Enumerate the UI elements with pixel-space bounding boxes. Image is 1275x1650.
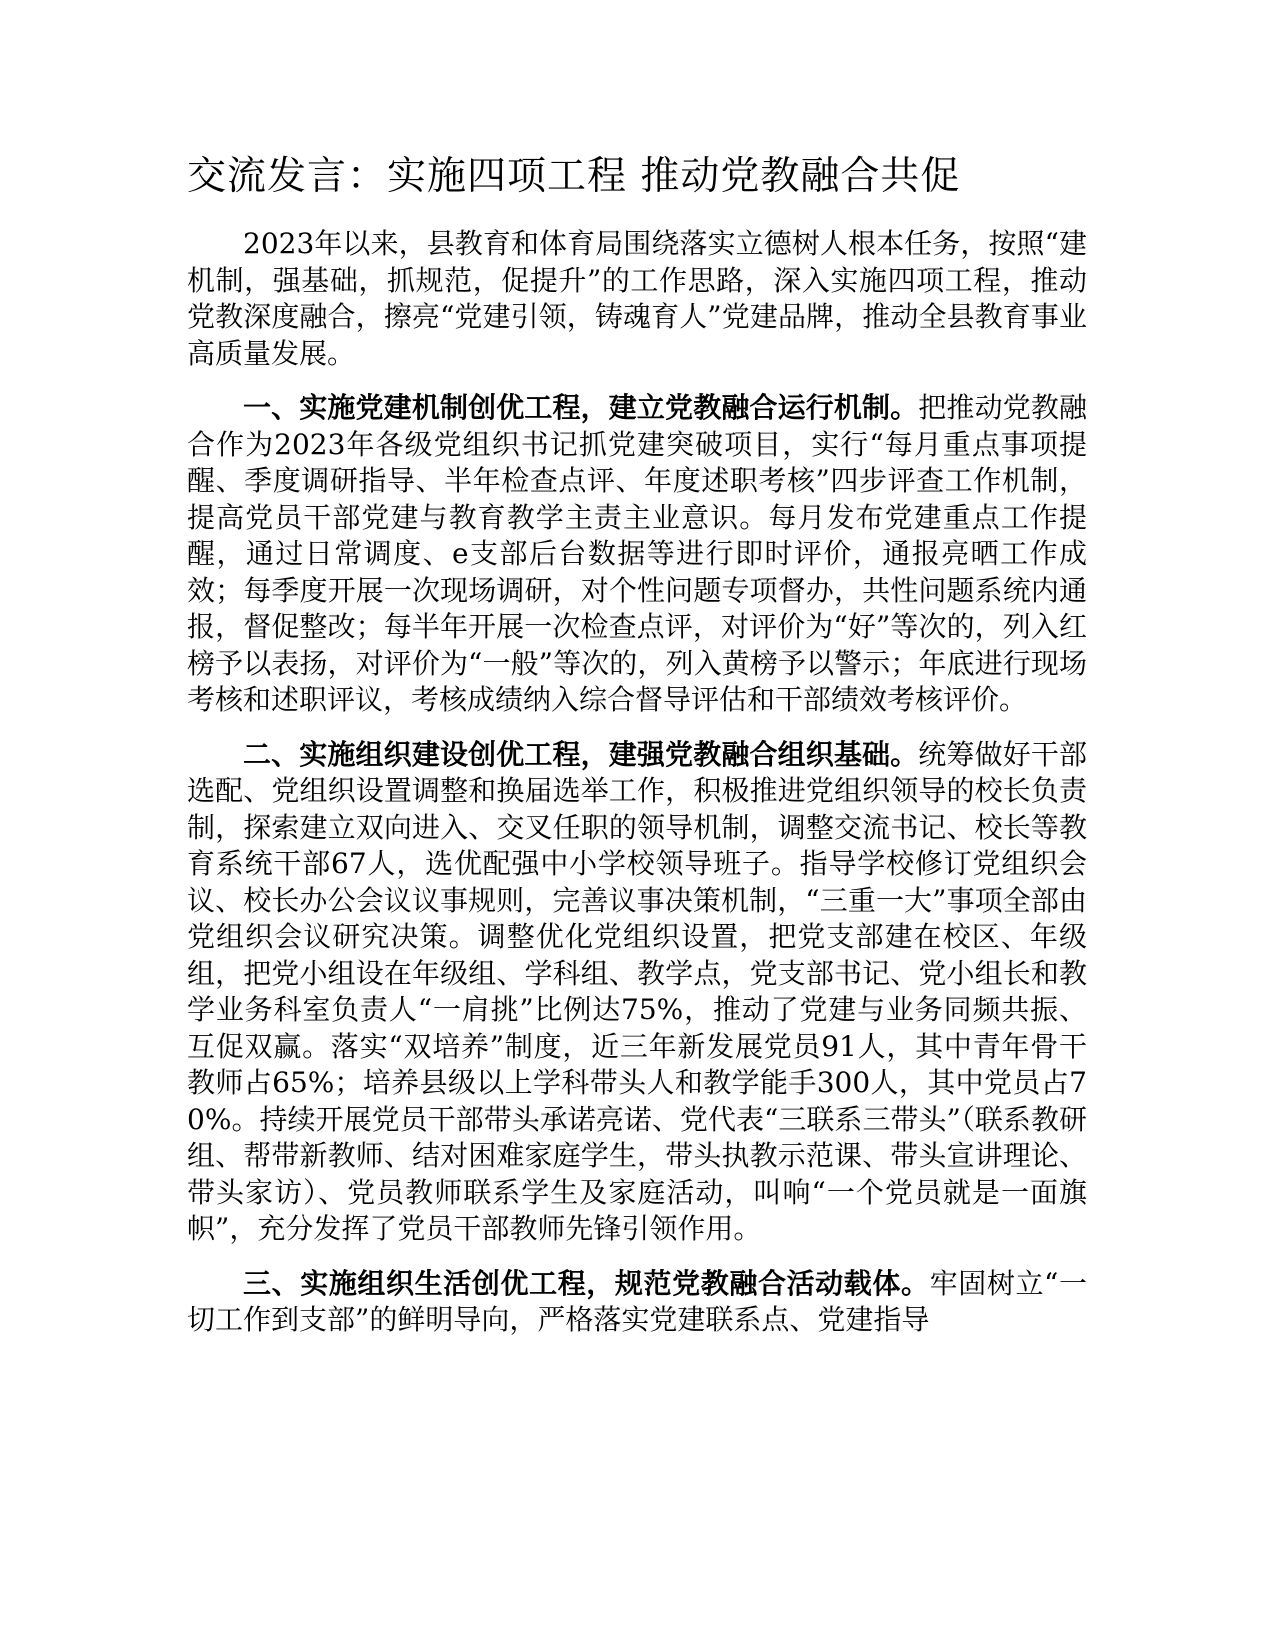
section-3-body: 牢固树立“一切工作到支部”的鲜明导向，严格落实党建联系点、党建指导 xyxy=(187,1266,1087,1336)
section-1-heading: 一、实施党建机制创优工程，建立党教融合运行机制。 xyxy=(243,391,919,424)
document-body xyxy=(187,150,1087,1357)
section-2-heading: 二、实施组织建设创优工程，建强党教融合组织基础。 xyxy=(243,737,919,771)
document-title: 交流发言：实施四项工程 推动党教融合共促 xyxy=(187,154,961,199)
section-3-heading: 三、实施组织生活创优工程，规范党教融合活动载体。 xyxy=(243,1266,930,1300)
section-1-paragraph xyxy=(187,390,1087,719)
section-2-body: 统筹做好干部选配、党组织设置调整和换届选举工作，积极推进党组织领导的校长负责制，探索建立双向进入、交叉任职的领导机制，调整交流书记、校长等教育系统干部67人，选优配强中小学校领导班子。指导学校修订党组织会议、校长办公会议议事规则，完善议事决策机制，“三重一大”事项全部由党组织会议研究决策。调整优化党组织设置，把党支部建在校区、年级组，把党小组设在年级组、学科组、教学点，党支部书记、党小组长和教学业务科室负责人“一肩挑”比例达75%，推动了党建与业务同频共振、互促双赢。落实“双培养”制度，近三年新发展党员91人，其中青年骨干教师占65%；培养县级以上学科带头人和教学能手300人，其中党员占70%。持续开展党员干部带头承诺亮诺、党代表“三联系三带头”（联系教研组、帮带新教师、结对困难家庭学生，带头执教示范课、带头宣讲理论、带头家访）、党员教师联系学生及家庭活动，叫响“一个党员就是一面旗帜”，充分发挥了党员干部教师先锋引领作用。 xyxy=(187,737,1087,1245)
section-1-body: 把推动党教融合作为2023年各级党组织书记抓党建突破项目，实行“每月重点事项提醒、季度调研指导、半年检查点评、年度述职考核”四步评查工作机制，提高党员干部党建与教育教学主责主业意识。每月发布党建重点工作提醒，通过日常调度、e支部后台数据等进行即时评价，通报亮晒工作成效；每季度开展一次现场调研，对个性问题专项督办，共性问题系统内通报，督促整改；每半年开展一次检查点评，对评价为“好”等次的，列入红榜予以表扬，对评价为“一般”等次的，列入黄榜予以警示；年底进行现场考核和述职评议，考核成绩纳入综合督导评估和干部绩效考核评价。 xyxy=(187,391,1087,716)
section-2-paragraph xyxy=(187,737,1087,1248)
intro-paragraph: 2023年以来，县教育和体育局围绕落实立德树人根本任务，按照“建机制，强基础，抓规范，促提升”的工作思路，深入实施四项工程，推动党教深度融合，擦亮“党建引领，铸魂育人”党建品牌，推动全县教育事业高质量发展。 xyxy=(187,227,1087,370)
section-3-paragraph xyxy=(187,1266,1087,1339)
